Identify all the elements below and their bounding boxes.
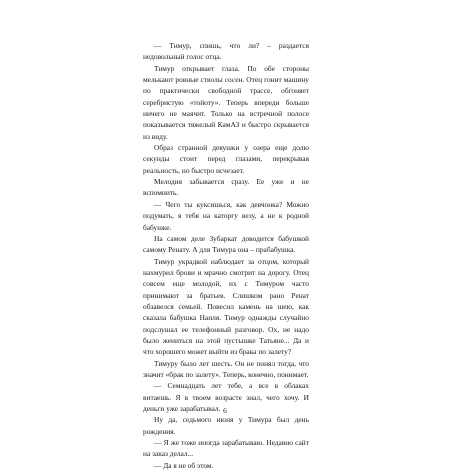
paragraph: Тимуру было лет шесть. Он не понял тогда, что значит «брак по залету». Теперь, конечно, понимает. — [143, 358, 309, 379]
paragraph: Ну да, седьмого июня у Тимура был день рождения. — [143, 415, 309, 436]
paragraph: — Я же тоже иногда зарабатываю. Недавно сайт на заказ делал... — [143, 438, 309, 459]
paragraph: Мелодия забывается сразу. Ее уже и не вспомнить. — [143, 177, 309, 198]
paragraph: Тимур открывает глаза. По обе стороны мелькают ровные стволы сосен. Отец гонит машину по практически свободной трассе, обгоняет серебристую «тойоту». Теперь впереди больше ничего не маячит. Только на встречной полосе показывается тяжелый КамАЗ и быстро скрывается из виду. — [143, 63, 309, 141]
paragraph: — Да я не об этом. — [154, 460, 214, 470]
paragraph: На самом деле Зубаркат доводится бабушкой самому Ренату. А для Тимура она – прабабушка. — [143, 233, 309, 255]
paragraph: — Семнадцать лет тебе, а все в облаках витаешь. Я в твоем возрасте знал, чего хочу. И деньги уже зарабатывал. — [143, 381, 309, 413]
page-number: 6 — [223, 406, 227, 415]
paragraph: Тимур украдкой наблюдает за отцом, который нахмурил брови и мрачно смотрит на дорогу. Отец совсем еще молодой, их с Тимуром часто принимают за братьев. Слишком рано Ренат обзавелся семьей. Повесил камень на шею, как сказала бабушка Наиля. Тимур однажды случайно подслушал ее телефонный разговор. Ох, не надо было жениться на этой пустышке Татьяне... Да и что хорошего может выйти из брака по залету? — [143, 256, 309, 357]
paragraph: — Тимур, спишь, что ли? – раздается недовольный голос отца. — [143, 41, 309, 62]
paragraph: Образ странной девушки у озера еще долю секунды стоит перед глазами, перекрывая реальность, но быстро исчезает. — [143, 143, 309, 175]
paragraph: — Чего ты куксишься, как девчонка? Можно подумать, я тебя на каторгу везу, а не к родной бабушке. — [143, 199, 309, 232]
